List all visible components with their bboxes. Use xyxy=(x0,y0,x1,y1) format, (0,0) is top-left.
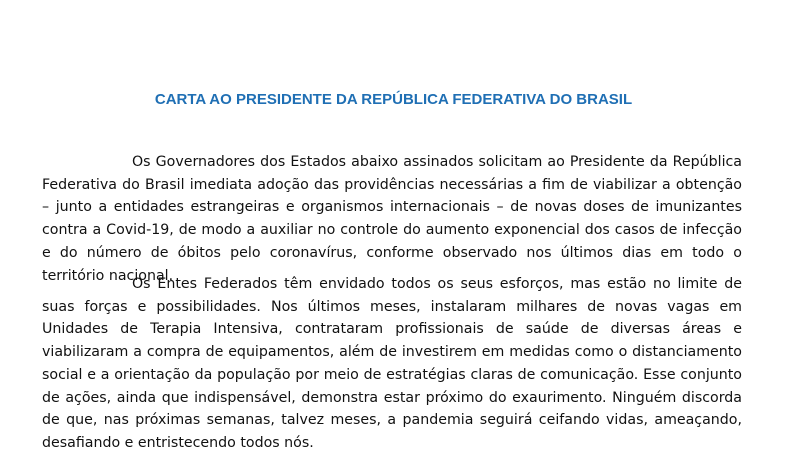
paragraph-2: Os Entes Federados têm envidado todos os seus esforços, mas estão no limite de suas forças e possibilidades. Nos últimos meses, instalaram milhares de novas vagas em Unidades de Terapia Intensiva, contrataram profissionais de saúde de diversas áreas e viabilizaram a compra de equipamentos, além de investirem em medidas como o distanciamento social e a orientação da população por meio de estratégias claras de comunicação. Esse conjunto de ações, ainda que indispensável, demonstra estar próximo do exaurimento. Ninguém discorda de que, nas próximas semanas, talvez meses, a pandemia seguirá ceifando vidas, ameaçando, desafiando e entristecendo todos nós. xyxy=(42,276,742,451)
document-title: CARTA AO PRESIDENTE DA REPÚBLICA FEDERATIVA DO BRASIL xyxy=(154,91,633,108)
paragraph-1: Os Governadores dos Estados abaixo assinados solicitam ao Presidente da República Federativa do Brasil imediata adoção das providências necessárias a fim de viabilizar a obtenção – junto a entidades estrangeiras e organismos internacionais – de novas doses de imunizantes contra a Covid-19, de modo a auxiliar no controle do aumento exponencial dos casos de infecção e do número de óbitos pelo coronavírus, conforme observado nos últimos dias em todo o território nacional. xyxy=(42,154,742,284)
